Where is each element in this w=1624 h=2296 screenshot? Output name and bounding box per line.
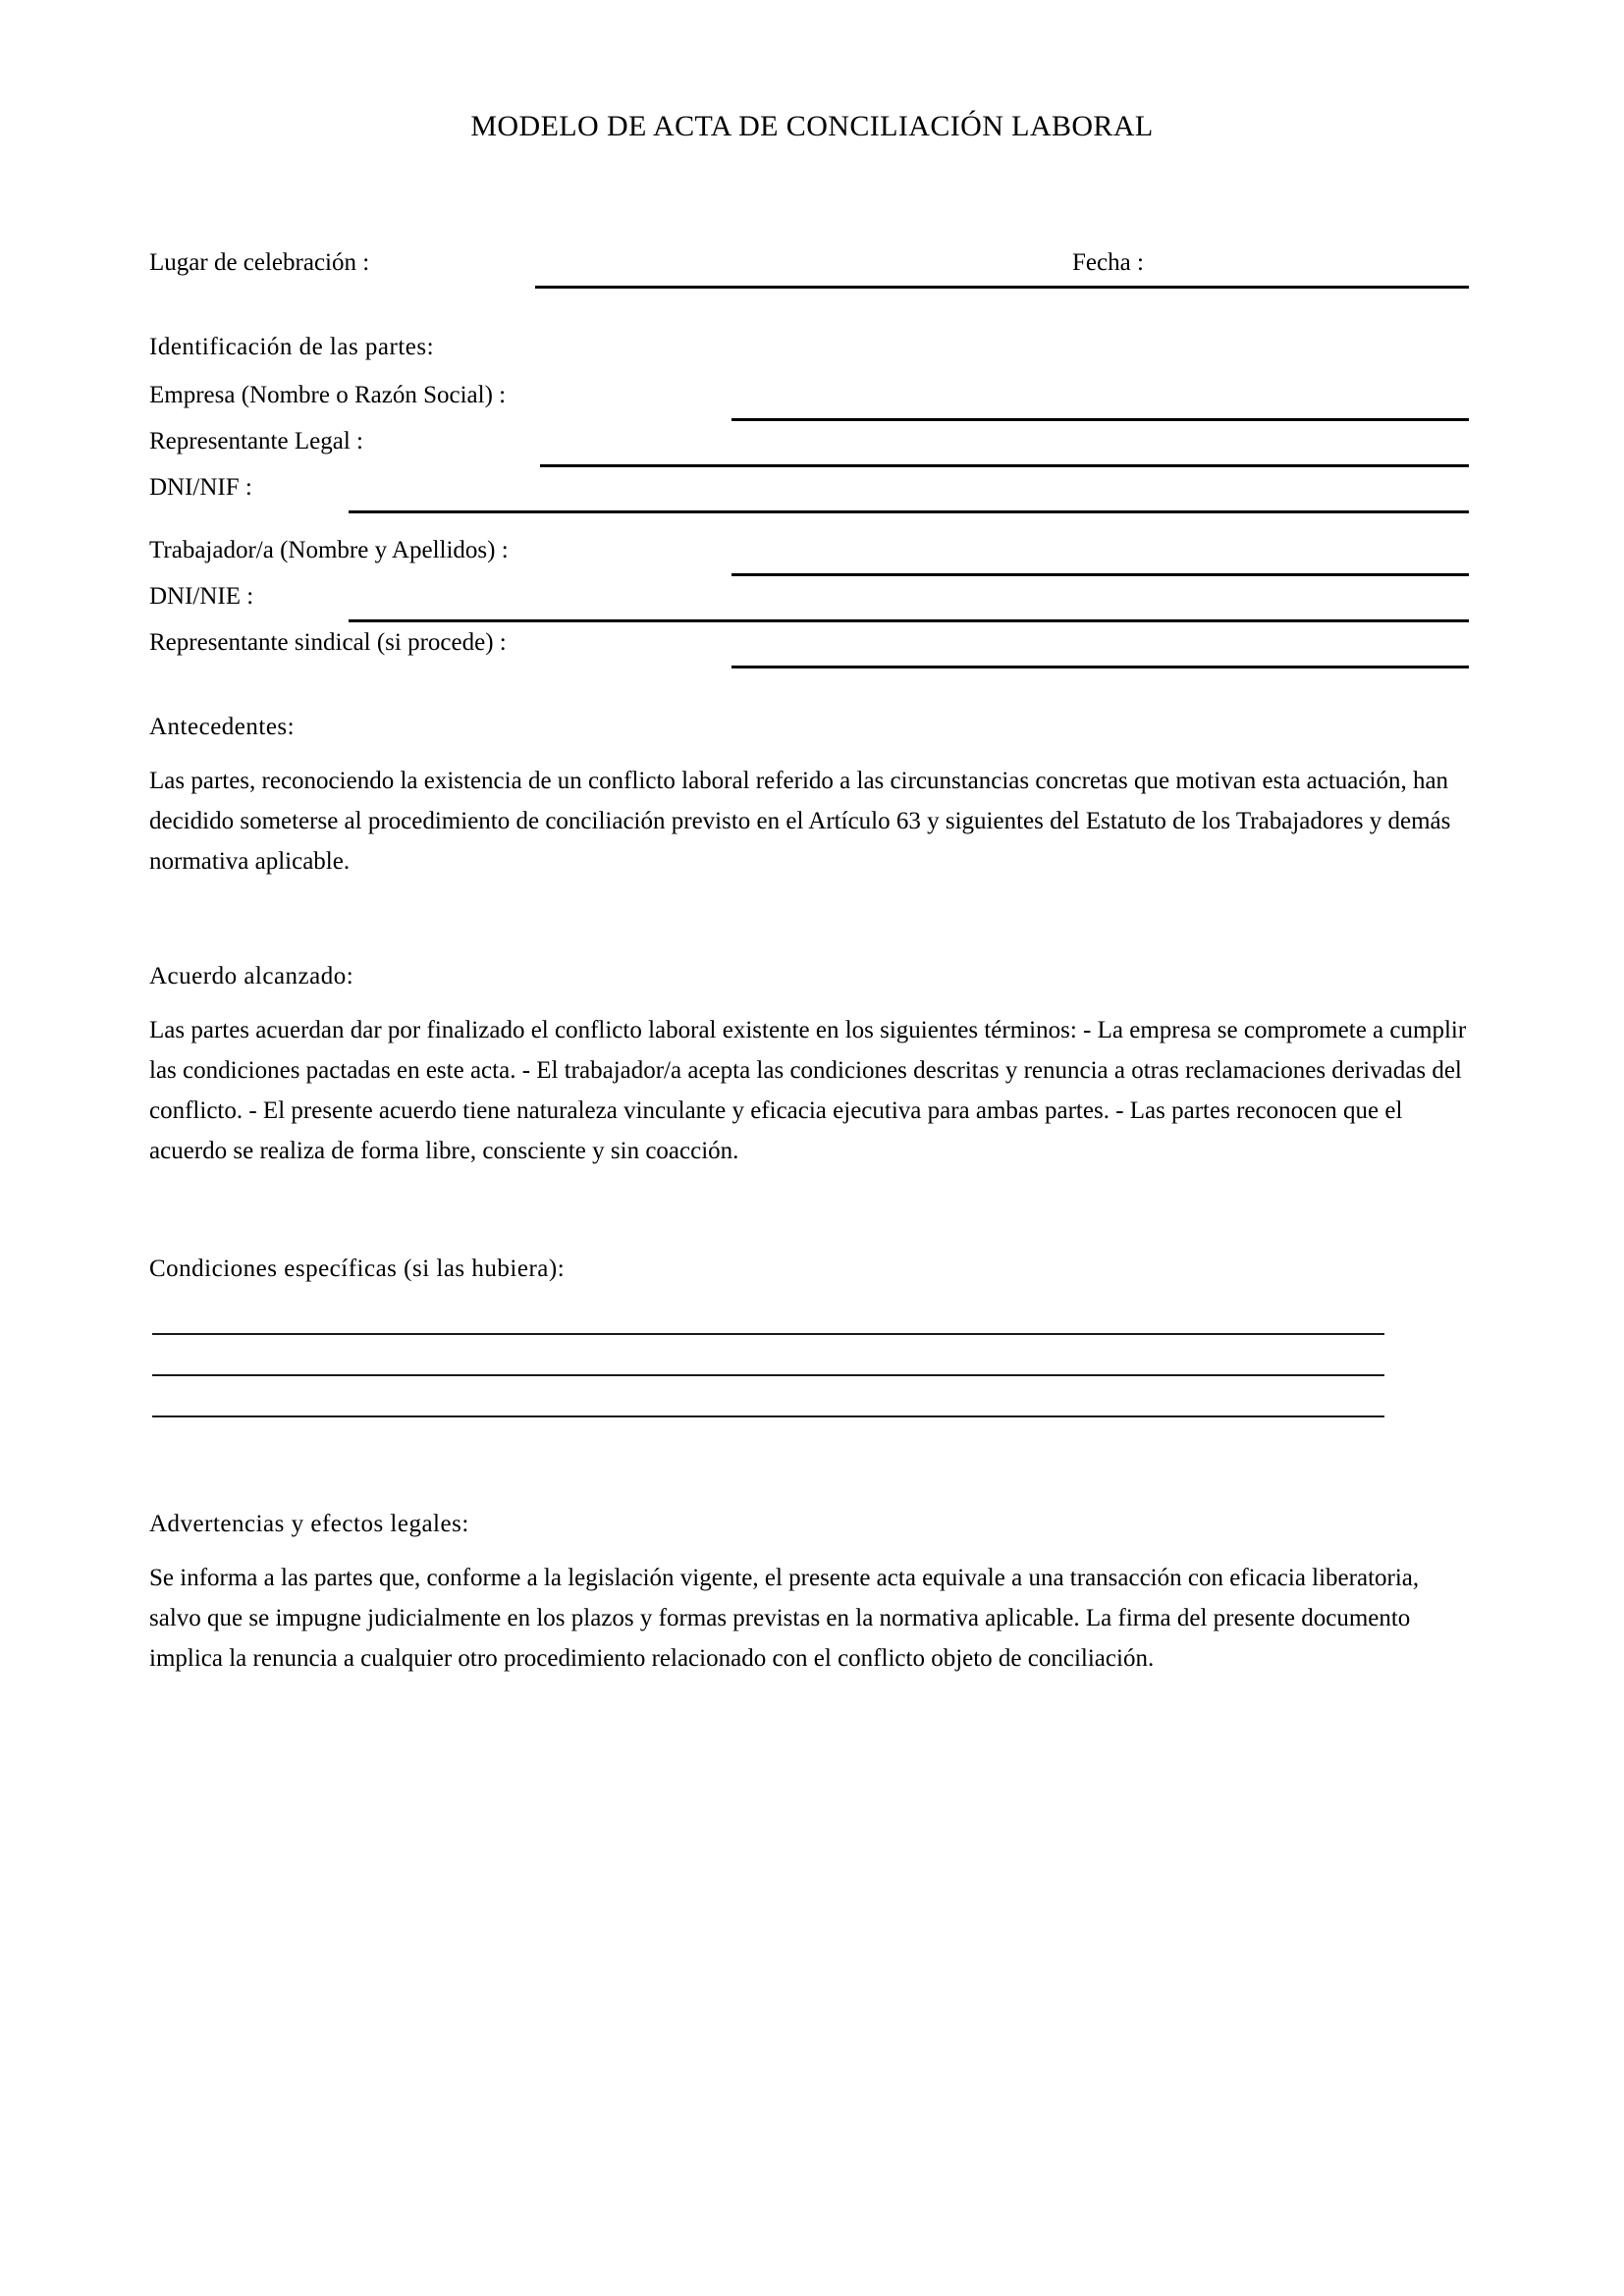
worker-dni-label: DNI/NIE : (149, 583, 254, 610)
worker-label: Trabajador/a (Nombre y Apellidos) : (149, 537, 509, 563)
background-heading: Antecedentes: (149, 714, 296, 740)
specific-conditions-blank-line-2[interactable] (152, 1374, 1384, 1376)
specific-conditions-heading: Condiciones específicas (si las hubiera): (149, 1255, 566, 1282)
legal-rep-label: Representante Legal : (149, 428, 363, 454)
form-row-union-rep (149, 627, 1485, 667)
worker-dni-input-rule[interactable] (349, 619, 1469, 622)
company-dni-input-rule[interactable] (349, 510, 1469, 513)
background-text: Las partes, reconociendo la existencia de un conflicto laboral referido a las circunstancias concretas que motivan esta actuación, han decidido someterse al procedimiento de conciliación previsto en el Artículo 63 y siguientes del Estatuto de los Trabajadores y demás normativa aplicable. (149, 768, 1451, 875)
legal-warnings-heading: Advertencias y efectos legales: (149, 1511, 469, 1537)
page-title: MODELO DE ACTA DE CONCILIACIÓN LABORAL (470, 110, 1154, 142)
union-rep-label: Representante sindical (si procede) : (149, 629, 507, 656)
form-row-company (149, 380, 1485, 419)
agreement-text: Las partes acuerdan dar por finalizado el conflicto laboral existente en los siguientes términos: - La empresa se compromete a cumplir las condiciones pactadas en este acta. - El trabajador/a acepta las condiciones descritas y renuncia a otras reclamaciones derivadas del conflicto. - El presente acuerdo tiene naturaleza vinculante y eficacia ejecutiva para ambas partes. - Las partes reconocen que el acuerdo se realiza de forma libre, consciente y sin coacción. (149, 1017, 1467, 1164)
form-row-legal-rep (149, 426, 1485, 465)
place-date-input-rule[interactable] (535, 286, 1469, 289)
union-rep-input-rule[interactable] (731, 666, 1469, 668)
company-dni-label: DNI/NIF : (149, 474, 252, 501)
form-row-place-date (149, 247, 1485, 287)
form-row-worker (149, 535, 1485, 574)
specific-conditions-blank-line-1[interactable] (152, 1333, 1384, 1335)
place-label: Lugar de celebración : (149, 249, 370, 276)
worker-input-rule[interactable] (731, 573, 1469, 576)
agreement-heading: Acuerdo alcanzado: (149, 963, 354, 989)
specific-conditions-blank-line-3[interactable] (152, 1415, 1384, 1417)
legal-rep-input-rule[interactable] (540, 464, 1469, 467)
form-row-worker-dni (149, 581, 1485, 620)
legal-warnings-text: Se informa a las partes que, conforme a la legislación vigente, el presente acta equivale a una transacción con eficacia liberatoria, salvo que se impugne judicialmente en los plazos y formas previstas en la normativa aplicable. La firma del presente documento implica la renuncia a cualquier otro procedimiento relacionado con el conflicto objeto de conciliación. (149, 1565, 1420, 1672)
company-input-rule[interactable] (731, 418, 1469, 421)
date-label: Fecha : (1072, 249, 1144, 276)
form-row-company-dni (149, 472, 1485, 511)
company-label: Empresa (Nombre o Razón Social) : (149, 382, 507, 408)
parties-heading: Identificación de las partes: (149, 334, 435, 360)
